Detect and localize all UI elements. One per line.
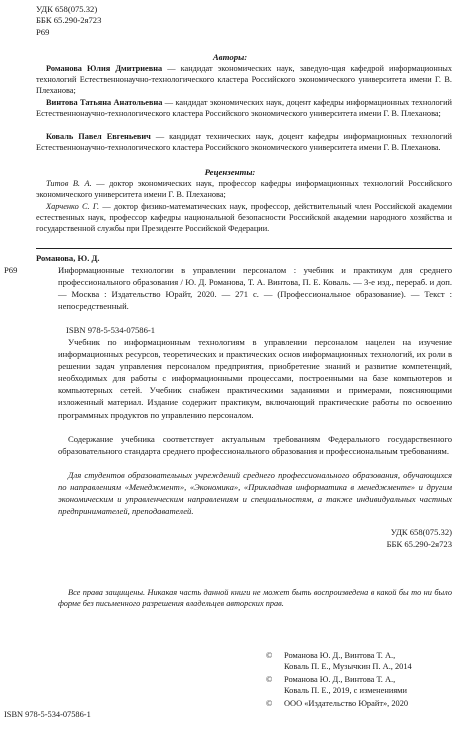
author-1: [36, 63, 452, 97]
reviewer-1-desc: — доктор экономических наук, профессор кафедры информационных технологий Российского экономического университета имени Г. В. Плеханова;: [36, 179, 452, 200]
author-2-name: Винтова Татьяна Анатольевна: [46, 98, 163, 107]
copyright-symbol-3: ©: [266, 699, 273, 708]
author-1-desc: — кандидат экономических наук, заведую-щая кафедрой информационных технологий Естественнонаучно-технологического кластера Российского экономического университета имени Г. В. Плеханова;: [36, 64, 452, 96]
copyright-row-2: [266, 674, 456, 698]
rights-notice: Все права защищены. Никакая часть данной книги не может быть воспроизведена в какой бы то ни было форме без письменного разрешения владельцев авторских прав.: [58, 588, 452, 609]
copyright-text-2: Романова Ю. Д., Винтова Т. А., Коваль П. Е., 2019, с изменениями: [284, 675, 407, 695]
footer-isbn: ISBN 978-5-534-07586-1: [4, 710, 91, 719]
catalog-abstract-2: Содержание учебника соответствует актуальным требованиям Федерального государственного образовательного стандарта среднего профессионального образования и профессиональным требованиям.: [58, 434, 452, 457]
copyright-row-1: [266, 650, 456, 674]
catalog-audience: Для студентов образовательных учреждений среднего профессионального образования, обучающихся по направлениям «Менеджмент», «Экономика», «Прикладная информатика в менеджменте» и другим экономическим и управленческим направлениям и специальностям, а также индивидуальных частных предпринимателей, преподавателей.: [58, 470, 452, 517]
reviewer-2: [36, 201, 452, 235]
copyright-row-3: [266, 698, 456, 710]
copyright-text-1: Романова Ю. Д., Винтова Т. А., Коваль П. Е., Музычкин П. А., 2014: [284, 651, 412, 671]
copyright-symbol-2: ©: [266, 675, 273, 684]
reviewers-heading: Рецензенты:: [204, 167, 256, 177]
author-3-name: Коваль Павел Евгеньевич: [46, 132, 151, 141]
author-2: [36, 97, 452, 119]
catalog-udk: УДК 658(075.32): [390, 527, 452, 537]
author-3-desc: — кандидат технических наук, доцент кафедры информационных технологий Естественнонаучно-технологического кластера Российского экономического университета имени Г. В. Плеханова.: [36, 132, 452, 153]
reviewer-2-name: Харченко С. Г.: [46, 202, 100, 211]
authors-heading: Авторы:: [212, 52, 248, 62]
catalog-bbk: ББК 65.290-2я723: [386, 539, 452, 549]
catalog-entry: Информационные технологии в управлении персоналом : учебник и практикум для среднего профессионального образования / Ю. Д. Романова, Т. А. Винтова, П. Е. Коваль. — 3-е изд., перераб. и доп. — Москва : Издательство Юрайт, 2020. — 271 с. — (Профессиональное образование). — Текст : непосредственный.: [58, 265, 452, 312]
classification-code: Р69: [36, 26, 50, 37]
classification-block: [36, 4, 101, 38]
divider-line: [36, 248, 452, 249]
copyright-text-3: ООО «Издательство Юрайт», 2020: [284, 699, 409, 708]
catalog-author: Романова, Ю. Д.: [36, 253, 100, 263]
author-1-name: Романова Юлия Дмитриевна: [46, 64, 163, 73]
bbk-code: ББК 65.290-2я723: [36, 15, 102, 26]
author-2-desc: — кандидат экономических наук, доцент кафедры информационных технологий Естественнонаучно-технологического кластера Российского экономического университета имени Г. В. Плеханова;: [36, 98, 452, 119]
reviewer-2-desc: — доктор физико-математических наук, профессор, действительный член Российской академии естественных наук, профессор кафедры национальной безопасности Российской академии народного хозяйства и государственной службы при Президенте Российской Федерации.: [36, 202, 452, 234]
catalog-isbn: ISBN 978-5-534-07586-1: [66, 325, 156, 335]
udk-code: УДК 658(075.32): [36, 4, 98, 14]
reviewer-1-name: Титов В. А.: [46, 179, 92, 188]
catalog-code: Р69: [4, 265, 18, 275]
author-3: [36, 131, 452, 153]
copyright-symbol-1: ©: [266, 651, 273, 660]
reviewer-1: [36, 178, 452, 200]
catalog-abstract-1: Учебник по информационным технологиям в управлении персоналом нацелен на изучение информационных ресурсов, теоретических и практических основ информационных технологий, их роли в решении задач управления персоналом предприятия, приобретение знаний и развитие компетенций, необходимых для работы с информационными процессами, построенными на базе компьютеров и компьютерных сетей. Учебник снабжен практическими заданиями и примерами, поясняющими изложенный материал. Издание содержит практикум, включающий практические работы по освоению программных продуктов по управлению персоналом.: [58, 337, 452, 420]
